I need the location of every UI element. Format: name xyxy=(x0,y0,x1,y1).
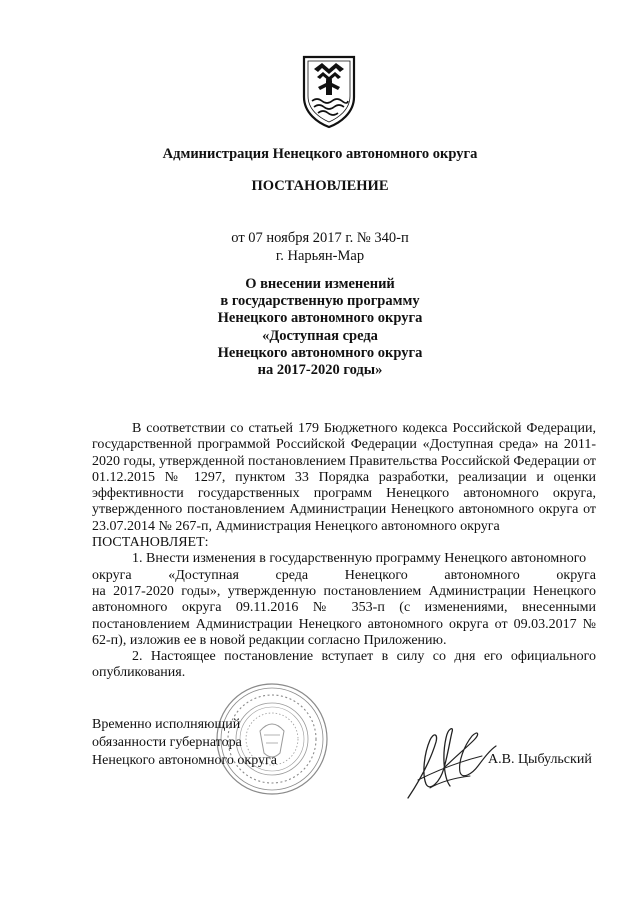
organization-name: Администрация Ненецкого автономного округа xyxy=(162,146,478,162)
document-title xyxy=(0,276,640,379)
resolves-word: ПОСТАНОВЛЯЕТ: xyxy=(92,535,209,551)
handwritten-signature xyxy=(400,722,500,804)
title-line: в государственную программу xyxy=(220,293,420,310)
position-line: обязанности губернатора xyxy=(92,735,242,750)
preamble-paragraph: В соответствии со статьей 179 Бюджетного кодекса Российской Федерации, государственной программой Российской Федерации «Доступная среда» на 2011-2020 годы, утвержденной постановлением Правительства Российской Федерации от 01.12.2015 № 1297, пунктом 33 Порядка разработки, реализации и оценки эффективности государственных программ Ненецкого автономного округа, утвержденного постановлением Администрации Ненецкого автономного округа от 23.07.2014 № 267-п, Администрация Ненецкого автономного округа xyxy=(92,421,596,534)
document-body xyxy=(92,421,596,682)
coat-of-arms-emblem xyxy=(300,53,358,129)
item-1-line-1: 1. Внести изменения в государственную программу Ненецкого автономного xyxy=(132,551,587,567)
title-line: Ненецкого автономного округа xyxy=(217,310,423,327)
document-type: ПОСТАНОВЛЕНИЕ xyxy=(251,178,389,194)
position-line: Ненецкого автономного округа xyxy=(92,753,277,768)
document-date-number: от 07 ноября 2017 г. № 340-п xyxy=(231,230,409,246)
title-line: «Доступная среда xyxy=(262,327,378,344)
item-1-rest: на 2017-2020 годы», утвержденную постановлением Администрации Ненецкого автономного округа 09.11.2016 № 353-п (с изменениями, внесенными постановлением Администрации Ненецкого автономного округа от 09.03.2017 № 62-п), изложив ее в новой редакции согласно Приложению. xyxy=(92,583,596,648)
title-line: на 2017-2020 годы» xyxy=(257,362,383,379)
title-line: О внесении изменений xyxy=(245,276,395,292)
item-2-paragraph: 2. Настоящее постановление вступает в силу со дня его официального опубликования. xyxy=(92,649,596,681)
title-line: Ненецкого автономного округа xyxy=(217,344,423,361)
position-line: Временно исполняющий xyxy=(92,717,241,732)
signatory-position xyxy=(92,716,277,770)
item-1-line-2: округа «Доступная среда Ненецкого автономного округа xyxy=(92,567,596,583)
signatory-name: А.В. Цыбульский xyxy=(488,752,592,767)
document-city: г. Нарьян-Мар xyxy=(275,248,365,264)
